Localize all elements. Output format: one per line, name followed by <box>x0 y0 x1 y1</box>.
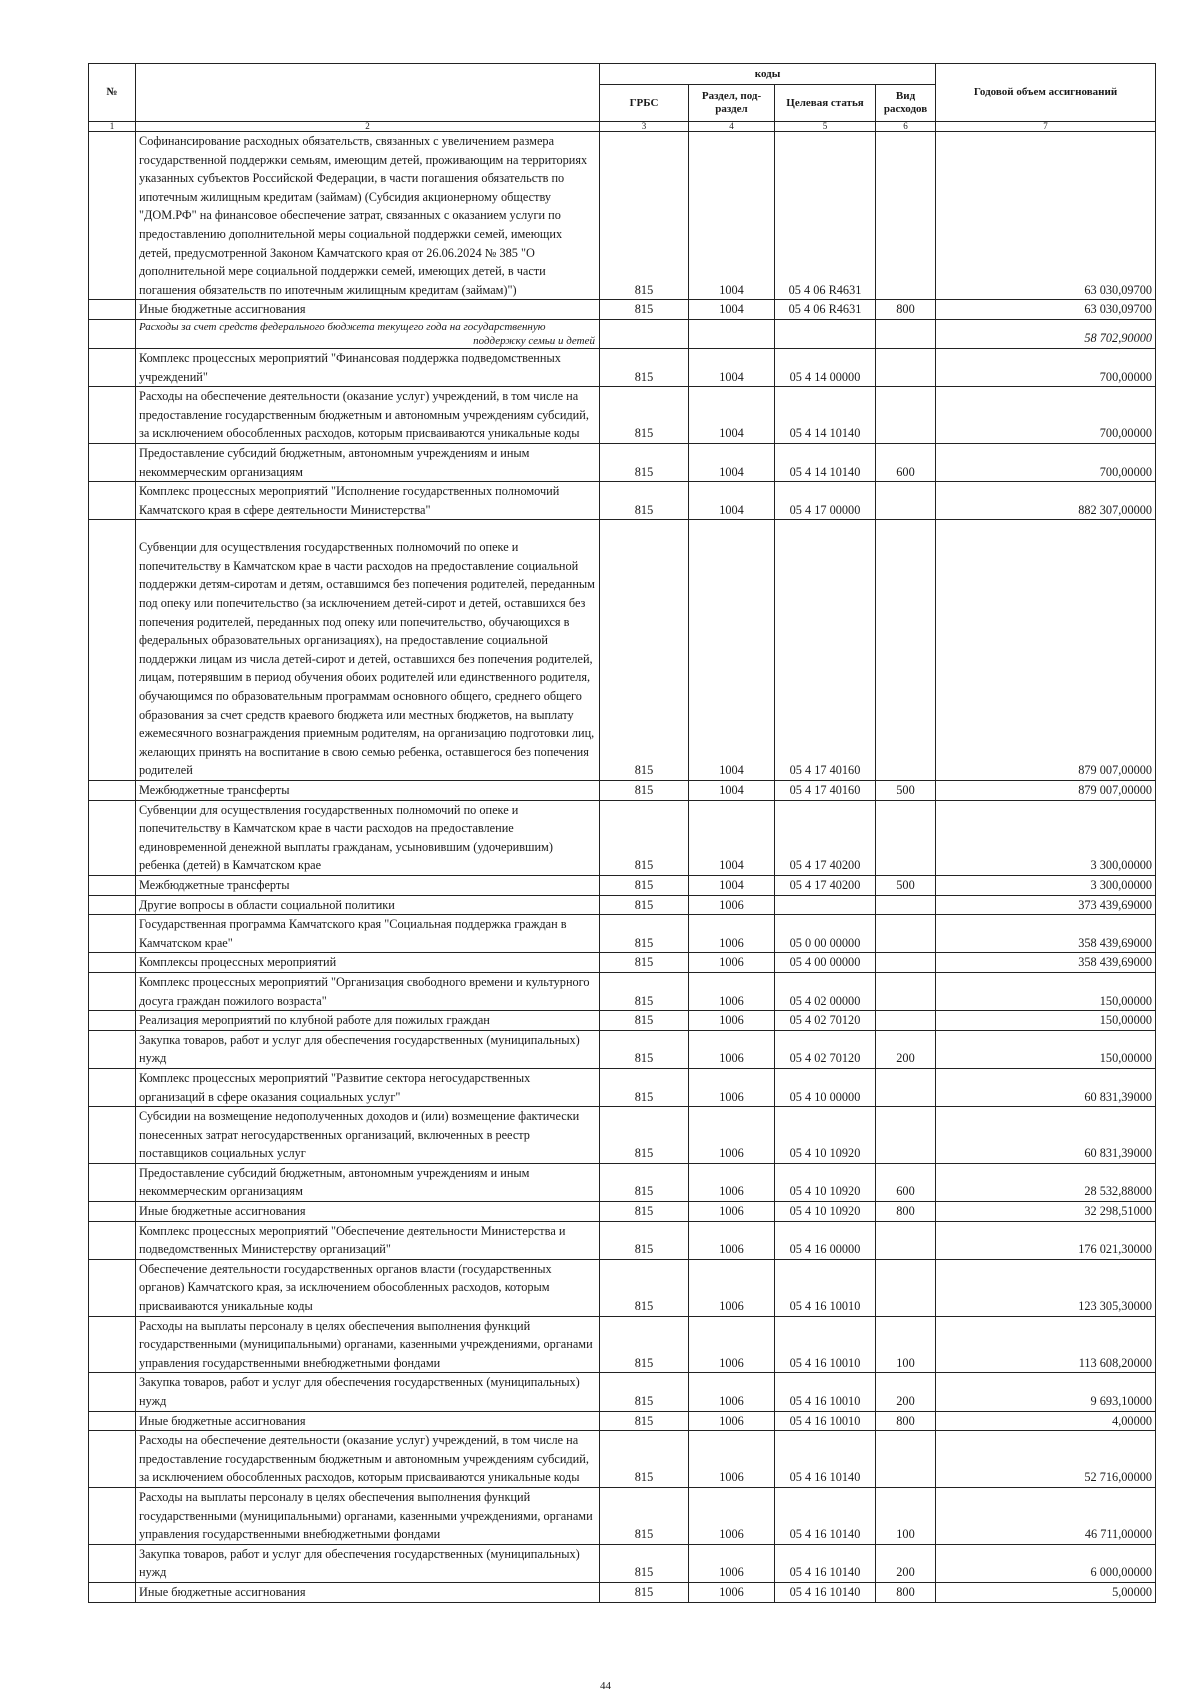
row-number-cell <box>89 875 136 895</box>
row-number-cell <box>89 915 136 953</box>
row-grbs-cell: 815 <box>600 443 689 481</box>
row-target-cell: 05 4 10 10920 <box>775 1202 876 1222</box>
row-amount-cell: 32 298,51000 <box>936 1202 1156 1222</box>
row-exptype-cell: 100 <box>876 1316 936 1373</box>
row-number-cell <box>89 520 136 781</box>
table-row <box>89 387 1156 444</box>
row-name-cell: Расходы на выплаты персоналу в целях обеспечения выполнения функций государственными (муниципальными) органами, казенными учреждениями, органами управления государственными внебюджетными фондами <box>136 1487 600 1544</box>
row-exptype-cell <box>876 1431 936 1488</box>
row-name-cell: Комплексы процессных мероприятий <box>136 953 600 973</box>
row-exptype-cell: 100 <box>876 1487 936 1544</box>
row-target-cell: 05 4 02 70120 <box>775 1030 876 1068</box>
row-amount-cell: 150,00000 <box>936 972 1156 1010</box>
row-target-cell <box>775 319 876 348</box>
table-row <box>89 319 1156 348</box>
row-amount-cell: 63 030,09700 <box>936 132 1156 300</box>
row-target-cell: 05 4 16 10140 <box>775 1431 876 1488</box>
row-exptype-cell <box>876 387 936 444</box>
row-number-cell <box>89 132 136 300</box>
row-number-cell <box>89 1411 136 1431</box>
row-grbs-cell: 815 <box>600 132 689 300</box>
row-grbs-cell: 815 <box>600 348 689 386</box>
row-name-cell: Расходы на выплаты персоналу в целях обеспечения выполнения функций государственными (муниципальными) органами, казенными учреждениями, органами управления государственными внебюджетными фондами <box>136 1316 600 1373</box>
row-exptype-cell <box>876 1068 936 1106</box>
row-amount-cell: 879 007,00000 <box>936 520 1156 781</box>
col-number: 7 <box>936 122 1156 132</box>
row-target-cell: 05 4 14 10140 <box>775 443 876 481</box>
row-grbs-cell <box>600 319 689 348</box>
table-row <box>89 875 1156 895</box>
row-grbs-cell: 815 <box>600 387 689 444</box>
header-name <box>136 64 600 122</box>
row-number-cell <box>89 1163 136 1201</box>
row-name-cell: Обеспечение деятельности государственных органов власти (государственных органов) Камчатского края, за исключением обособленных расходов, которым присваиваются уникальные коды <box>136 1259 600 1316</box>
row-exptype-cell <box>876 348 936 386</box>
row-number-cell <box>89 1316 136 1373</box>
row-section-cell: 1006 <box>689 1202 775 1222</box>
row-grbs-cell: 815 <box>600 1030 689 1068</box>
row-target-cell: 05 4 17 40200 <box>775 800 876 875</box>
row-amount-cell: 9 693,10000 <box>936 1373 1156 1411</box>
row-name-cell: Комплекс процессных мероприятий "Организация свободного времени и культурного досуга граждан пожилого возраста" <box>136 972 600 1010</box>
table-body <box>89 132 1156 1603</box>
table-row <box>89 1011 1156 1031</box>
table-row <box>89 482 1156 520</box>
row-exptype-cell: 600 <box>876 1163 936 1201</box>
row-exptype-cell <box>876 895 936 915</box>
row-amount-cell: 6 000,00000 <box>936 1544 1156 1582</box>
row-name-cell: Субвенции для осуществления государственных полномочий по опеке и попечительству в Камчатском крае в части расходов на предоставление социальной поддержки детям-сиротам и детям, оставшимся без попечения родителей, переданным под опеку или попечительство (за исключением детей-сирот и детей, оставшихся без попечения родителей, переданных под опеку или попечительство, обучающихся в федеральных образовательных организациях), на предоставление социальной поддержки лицам из числа детей-сирот и детей, оставшихся без попечения родителей, лицам, потерявшим в период обучения обоих родителей или единственного родителя, обучающимся по образовательным программам основного общего, среднего общего образования за счет средств краевого бюджета или местных бюджетов, на выплату ежемесячного вознаграждения приемным родителям, на организацию подготовки лиц, желающих принять на воспитание в свою семью ребенка, оставшегося без попечения родителей <box>136 520 600 781</box>
row-grbs-cell: 815 <box>600 1411 689 1431</box>
row-exptype-cell <box>876 132 936 300</box>
row-target-cell: 05 4 17 40200 <box>775 875 876 895</box>
row-number-cell <box>89 1259 136 1316</box>
row-target-cell: 05 4 02 70120 <box>775 1011 876 1031</box>
row-name-cell: Другие вопросы в области социальной политики <box>136 895 600 915</box>
row-section-cell: 1004 <box>689 348 775 386</box>
row-grbs-cell: 815 <box>600 915 689 953</box>
row-section-cell: 1004 <box>689 875 775 895</box>
row-grbs-cell: 815 <box>600 781 689 801</box>
row-grbs-cell: 815 <box>600 1221 689 1259</box>
row-section-cell: 1006 <box>689 1030 775 1068</box>
row-target-cell: 05 4 16 10140 <box>775 1544 876 1582</box>
row-name-cell: Иные бюджетные ассигнования <box>136 300 600 320</box>
row-target-cell: 05 4 10 10920 <box>775 1107 876 1164</box>
row-section-cell: 1006 <box>689 1011 775 1031</box>
row-number-cell <box>89 1221 136 1259</box>
row-number-cell <box>89 1431 136 1488</box>
row-number-cell <box>89 1373 136 1411</box>
row-amount-cell: 700,00000 <box>936 387 1156 444</box>
row-exptype-cell <box>876 520 936 781</box>
table-row <box>89 895 1156 915</box>
row-exptype-cell <box>876 1011 936 1031</box>
row-amount-cell: 5,00000 <box>936 1582 1156 1602</box>
row-exptype-cell: 200 <box>876 1373 936 1411</box>
row-number-cell <box>89 1011 136 1031</box>
row-section-cell: 1006 <box>689 1107 775 1164</box>
row-number-cell <box>89 482 136 520</box>
row-target-cell: 05 4 14 10140 <box>775 387 876 444</box>
table-row <box>89 132 1156 300</box>
row-exptype-cell: 800 <box>876 1202 936 1222</box>
row-grbs-cell: 815 <box>600 1431 689 1488</box>
row-target-cell: 05 4 16 10140 <box>775 1582 876 1602</box>
row-grbs-cell: 815 <box>600 1487 689 1544</box>
row-number-cell <box>89 781 136 801</box>
row-exptype-cell <box>876 319 936 348</box>
table-row <box>89 1259 1156 1316</box>
row-grbs-cell: 815 <box>600 1068 689 1106</box>
header-codes: коды <box>600 64 936 85</box>
row-exptype-cell: 600 <box>876 443 936 481</box>
row-section-cell: 1006 <box>689 1582 775 1602</box>
col-number: 2 <box>136 122 600 132</box>
col-number: 5 <box>775 122 876 132</box>
table-row <box>89 800 1156 875</box>
row-name-cell: Софинансирование расходных обязательств, связанных с увеличением размера государственной поддержки семьям, имеющим детей, проживающим на территориях указанных субъектов Российской Федерации, в части погашения обязательств по ипотечным жилищным кредитам (займам) (Субсидия акционерному обществу "ДОМ.РФ" на финансовое обеспечение затрат, связанных с оказанием услуги по предоставлению дополнительной меры социальной поддержки семей, имеющих детей, предусмотренной Законом Камчатского края от 26.06.2024 № 385 "О дополнительной мере социальной поддержки семей, имеющих детей, в части погашения обязательств по ипотечным жилищным кредитам (займам)") <box>136 132 600 300</box>
row-name-cell: Закупка товаров, работ и услуг для обеспечения государственных (муниципальных) нужд <box>136 1030 600 1068</box>
row-name-cell: Субсидии на возмещение недополученных доходов и (или) возмещение фактически понесенных затрат негосударственных организаций, включенных в реестр поставщиков социальных услуг <box>136 1107 600 1164</box>
row-amount-cell: 60 831,39000 <box>936 1068 1156 1106</box>
row-target-cell <box>775 895 876 915</box>
row-amount-cell: 150,00000 <box>936 1030 1156 1068</box>
table-row <box>89 348 1156 386</box>
row-section-cell: 1006 <box>689 895 775 915</box>
row-exptype-cell <box>876 1221 936 1259</box>
row-section-cell: 1004 <box>689 387 775 444</box>
row-number-cell <box>89 443 136 481</box>
header-exptype: Вид расходов <box>876 85 936 122</box>
row-number-cell <box>89 895 136 915</box>
row-amount-cell: 700,00000 <box>936 348 1156 386</box>
row-amount-cell: 358 439,69000 <box>936 953 1156 973</box>
row-target-cell: 05 4 17 40160 <box>775 781 876 801</box>
row-amount-cell: 52 716,00000 <box>936 1431 1156 1488</box>
row-number-cell <box>89 953 136 973</box>
note-line-2: поддержку семьи и детей <box>473 334 595 347</box>
col-number: 3 <box>600 122 689 132</box>
table-row <box>89 1544 1156 1582</box>
header-num: № <box>89 64 136 122</box>
header-grbs: ГРБС <box>600 85 689 122</box>
header-amount: Годовой объем ассигнований <box>936 64 1156 122</box>
table-row <box>89 1030 1156 1068</box>
row-exptype-cell: 800 <box>876 300 936 320</box>
page-number: 44 <box>600 1680 611 1692</box>
row-section-cell: 1006 <box>689 1068 775 1106</box>
row-grbs-cell: 815 <box>600 800 689 875</box>
row-amount-cell: 4,00000 <box>936 1411 1156 1431</box>
row-section-cell: 1006 <box>689 915 775 953</box>
row-name-cell: Комплекс процессных мероприятий "Финансовая поддержка подведомственных учреждений" <box>136 348 600 386</box>
table-row <box>89 1582 1156 1602</box>
row-section-cell: 1006 <box>689 1487 775 1544</box>
row-target-cell: 05 4 00 00000 <box>775 953 876 973</box>
row-grbs-cell: 815 <box>600 482 689 520</box>
row-number-cell <box>89 300 136 320</box>
row-section-cell: 1006 <box>689 1544 775 1582</box>
row-number-cell <box>89 1487 136 1544</box>
row-target-cell: 05 4 16 10010 <box>775 1373 876 1411</box>
row-grbs-cell: 815 <box>600 1259 689 1316</box>
row-exptype-cell: 200 <box>876 1030 936 1068</box>
row-exptype-cell <box>876 1107 936 1164</box>
table-row <box>89 1221 1156 1259</box>
row-number-cell <box>89 1582 136 1602</box>
table-row <box>89 1431 1156 1488</box>
row-amount-cell: 150,00000 <box>936 1011 1156 1031</box>
table-row <box>89 1202 1156 1222</box>
row-section-cell: 1006 <box>689 1431 775 1488</box>
row-section-cell: 1004 <box>689 781 775 801</box>
row-amount-cell: 882 307,00000 <box>936 482 1156 520</box>
col-number: 6 <box>876 122 936 132</box>
row-number-cell <box>89 1544 136 1582</box>
budget-table <box>88 63 1156 1603</box>
row-section-cell: 1004 <box>689 443 775 481</box>
row-target-cell: 05 4 17 00000 <box>775 482 876 520</box>
row-section-cell: 1006 <box>689 972 775 1010</box>
row-grbs-cell: 815 <box>600 875 689 895</box>
row-exptype-cell: 800 <box>876 1582 936 1602</box>
row-name-cell: Субвенции для осуществления государственных полномочий по опеке и попечительству в Камчатском крае в части расходов на предоставление единовременной денежной выплаты гражданам, усыновившим (удочерившим) ребенка (детей) в Камчатском крае <box>136 800 600 875</box>
row-exptype-cell <box>876 915 936 953</box>
row-number-cell <box>89 972 136 1010</box>
row-name-cell: Предоставление субсидий бюджетным, автономным учреждениям и иным некоммерческим организациям <box>136 443 600 481</box>
row-amount-cell: 63 030,09700 <box>936 300 1156 320</box>
row-amount-cell: 58 702,90000 <box>936 319 1156 348</box>
note-line-1: Расходы за счет средств федерального бюджета текущего года на государственную <box>139 320 546 333</box>
table-row <box>89 1316 1156 1373</box>
row-grbs-cell: 815 <box>600 1544 689 1582</box>
table-row <box>89 1163 1156 1201</box>
row-amount-cell: 358 439,69000 <box>936 915 1156 953</box>
row-number-cell <box>89 1030 136 1068</box>
row-exptype-cell: 500 <box>876 781 936 801</box>
row-amount-cell: 700,00000 <box>936 443 1156 481</box>
row-amount-cell: 28 532,88000 <box>936 1163 1156 1201</box>
row-number-cell <box>89 1068 136 1106</box>
row-section-cell: 1006 <box>689 1411 775 1431</box>
table-row <box>89 1068 1156 1106</box>
row-section-cell: 1006 <box>689 1259 775 1316</box>
row-amount-cell: 176 021,30000 <box>936 1221 1156 1259</box>
row-section-cell: 1004 <box>689 300 775 320</box>
row-amount-cell: 46 711,00000 <box>936 1487 1156 1544</box>
row-number-cell <box>89 387 136 444</box>
row-target-cell: 05 4 10 00000 <box>775 1068 876 1106</box>
row-target-cell: 05 4 14 00000 <box>775 348 876 386</box>
row-section-cell <box>689 319 775 348</box>
row-target-cell: 05 4 16 10010 <box>775 1259 876 1316</box>
row-name-cell: Расходы на обеспечение деятельности (оказание услуг) учреждений, в том числе на предоставление государственным бюджетным и автономным учреждениям субсидий, за исключением обособленных расходов, которым присваиваются уникальные коды <box>136 1431 600 1488</box>
table-row <box>89 443 1156 481</box>
table-row <box>89 1373 1156 1411</box>
row-target-cell: 05 4 06 R4631 <box>775 132 876 300</box>
row-target-cell: 05 4 16 10010 <box>775 1411 876 1431</box>
row-name-cell: Комплекс процессных мероприятий "Исполнение государственных полномочий Камчатского края в сфере деятельности Министерства" <box>136 482 600 520</box>
row-name-cell: Иные бюджетные ассигнования <box>136 1202 600 1222</box>
row-name-cell: Государственная программа Камчатского края "Социальная поддержка граждан в Камчатском крае" <box>136 915 600 953</box>
table-row <box>89 781 1156 801</box>
row-exptype-cell <box>876 800 936 875</box>
row-name-cell: Иные бюджетные ассигнования <box>136 1411 600 1431</box>
row-grbs-cell: 815 <box>600 1316 689 1373</box>
row-name-cell: Закупка товаров, работ и услуг для обеспечения государственных (муниципальных) нужд <box>136 1373 600 1411</box>
row-number-cell <box>89 348 136 386</box>
row-section-cell: 1006 <box>689 1221 775 1259</box>
row-target-cell: 05 4 16 10010 <box>775 1316 876 1373</box>
row-section-cell: 1004 <box>689 800 775 875</box>
row-exptype-cell <box>876 953 936 973</box>
row-name-cell: Предоставление субсидий бюджетным, автономным учреждениям и иным некоммерческим организациям <box>136 1163 600 1201</box>
table-row <box>89 1487 1156 1544</box>
row-section-cell: 1006 <box>689 1163 775 1201</box>
row-target-cell: 05 4 16 00000 <box>775 1221 876 1259</box>
row-section-cell: 1006 <box>689 953 775 973</box>
header-section: Раздел, под-раздел <box>689 85 775 122</box>
row-name-cell <box>136 319 600 348</box>
table-row <box>89 520 1156 781</box>
row-amount-cell: 373 439,69000 <box>936 895 1156 915</box>
row-grbs-cell: 815 <box>600 1163 689 1201</box>
table-header <box>89 64 1156 132</box>
row-grbs-cell: 815 <box>600 1373 689 1411</box>
row-section-cell: 1006 <box>689 1316 775 1373</box>
row-exptype-cell: 200 <box>876 1544 936 1582</box>
row-exptype-cell <box>876 1259 936 1316</box>
table-row <box>89 1411 1156 1431</box>
table-row <box>89 300 1156 320</box>
row-number-cell <box>89 800 136 875</box>
row-name-cell: Закупка товаров, работ и услуг для обеспечения государственных (муниципальных) нужд <box>136 1544 600 1582</box>
row-target-cell: 05 4 06 R4631 <box>775 300 876 320</box>
row-exptype-cell: 500 <box>876 875 936 895</box>
row-amount-cell: 60 831,39000 <box>936 1107 1156 1164</box>
header-target: Целевая статья <box>775 85 876 122</box>
row-target-cell: 05 4 02 00000 <box>775 972 876 1010</box>
row-name-cell: Комплекс процессных мероприятий "Обеспечение деятельности Министерства и подведомственных Министерству организаций" <box>136 1221 600 1259</box>
row-target-cell: 05 4 16 10140 <box>775 1487 876 1544</box>
row-number-cell <box>89 1202 136 1222</box>
row-amount-cell: 123 305,30000 <box>936 1259 1156 1316</box>
row-target-cell: 05 0 00 00000 <box>775 915 876 953</box>
row-grbs-cell: 815 <box>600 1011 689 1031</box>
table-row <box>89 1107 1156 1164</box>
row-number-cell <box>89 1107 136 1164</box>
row-exptype-cell: 800 <box>876 1411 936 1431</box>
row-name-cell: Реализация мероприятий по клубной работе для пожилых граждан <box>136 1011 600 1031</box>
row-amount-cell: 879 007,00000 <box>936 781 1156 801</box>
row-section-cell: 1004 <box>689 520 775 781</box>
row-name-cell: Расходы на обеспечение деятельности (оказание услуг) учреждений, в том числе на предоставление государственным бюджетным и автономным учреждениям субсидий, за исключением обособленных расходов, которым присваиваются уникальные коды <box>136 387 600 444</box>
row-grbs-cell: 815 <box>600 895 689 915</box>
row-grbs-cell: 815 <box>600 1582 689 1602</box>
row-grbs-cell: 815 <box>600 972 689 1010</box>
col-number: 4 <box>689 122 775 132</box>
table-row <box>89 915 1156 953</box>
row-exptype-cell <box>876 482 936 520</box>
row-exptype-cell <box>876 972 936 1010</box>
row-name-cell: Межбюджетные трансферты <box>136 875 600 895</box>
row-grbs-cell: 815 <box>600 300 689 320</box>
row-amount-cell: 113 608,20000 <box>936 1316 1156 1373</box>
row-section-cell: 1004 <box>689 132 775 300</box>
row-section-cell: 1006 <box>689 1373 775 1411</box>
row-target-cell: 05 4 17 40160 <box>775 520 876 781</box>
row-name-cell: Комплекс процессных мероприятий "Развитие сектора негосударственных организаций в сфере оказания социальных услуг" <box>136 1068 600 1106</box>
table-row <box>89 972 1156 1010</box>
col-number: 1 <box>89 122 136 132</box>
row-grbs-cell: 815 <box>600 1202 689 1222</box>
row-number-cell <box>89 319 136 348</box>
row-section-cell: 1004 <box>689 482 775 520</box>
row-grbs-cell: 815 <box>600 520 689 781</box>
row-grbs-cell: 815 <box>600 1107 689 1164</box>
table-row <box>89 953 1156 973</box>
row-target-cell: 05 4 10 10920 <box>775 1163 876 1201</box>
row-name-cell: Иные бюджетные ассигнования <box>136 1582 600 1602</box>
row-grbs-cell: 815 <box>600 953 689 973</box>
row-name-cell: Межбюджетные трансферты <box>136 781 600 801</box>
row-amount-cell: 3 300,00000 <box>936 875 1156 895</box>
row-amount-cell: 3 300,00000 <box>936 800 1156 875</box>
